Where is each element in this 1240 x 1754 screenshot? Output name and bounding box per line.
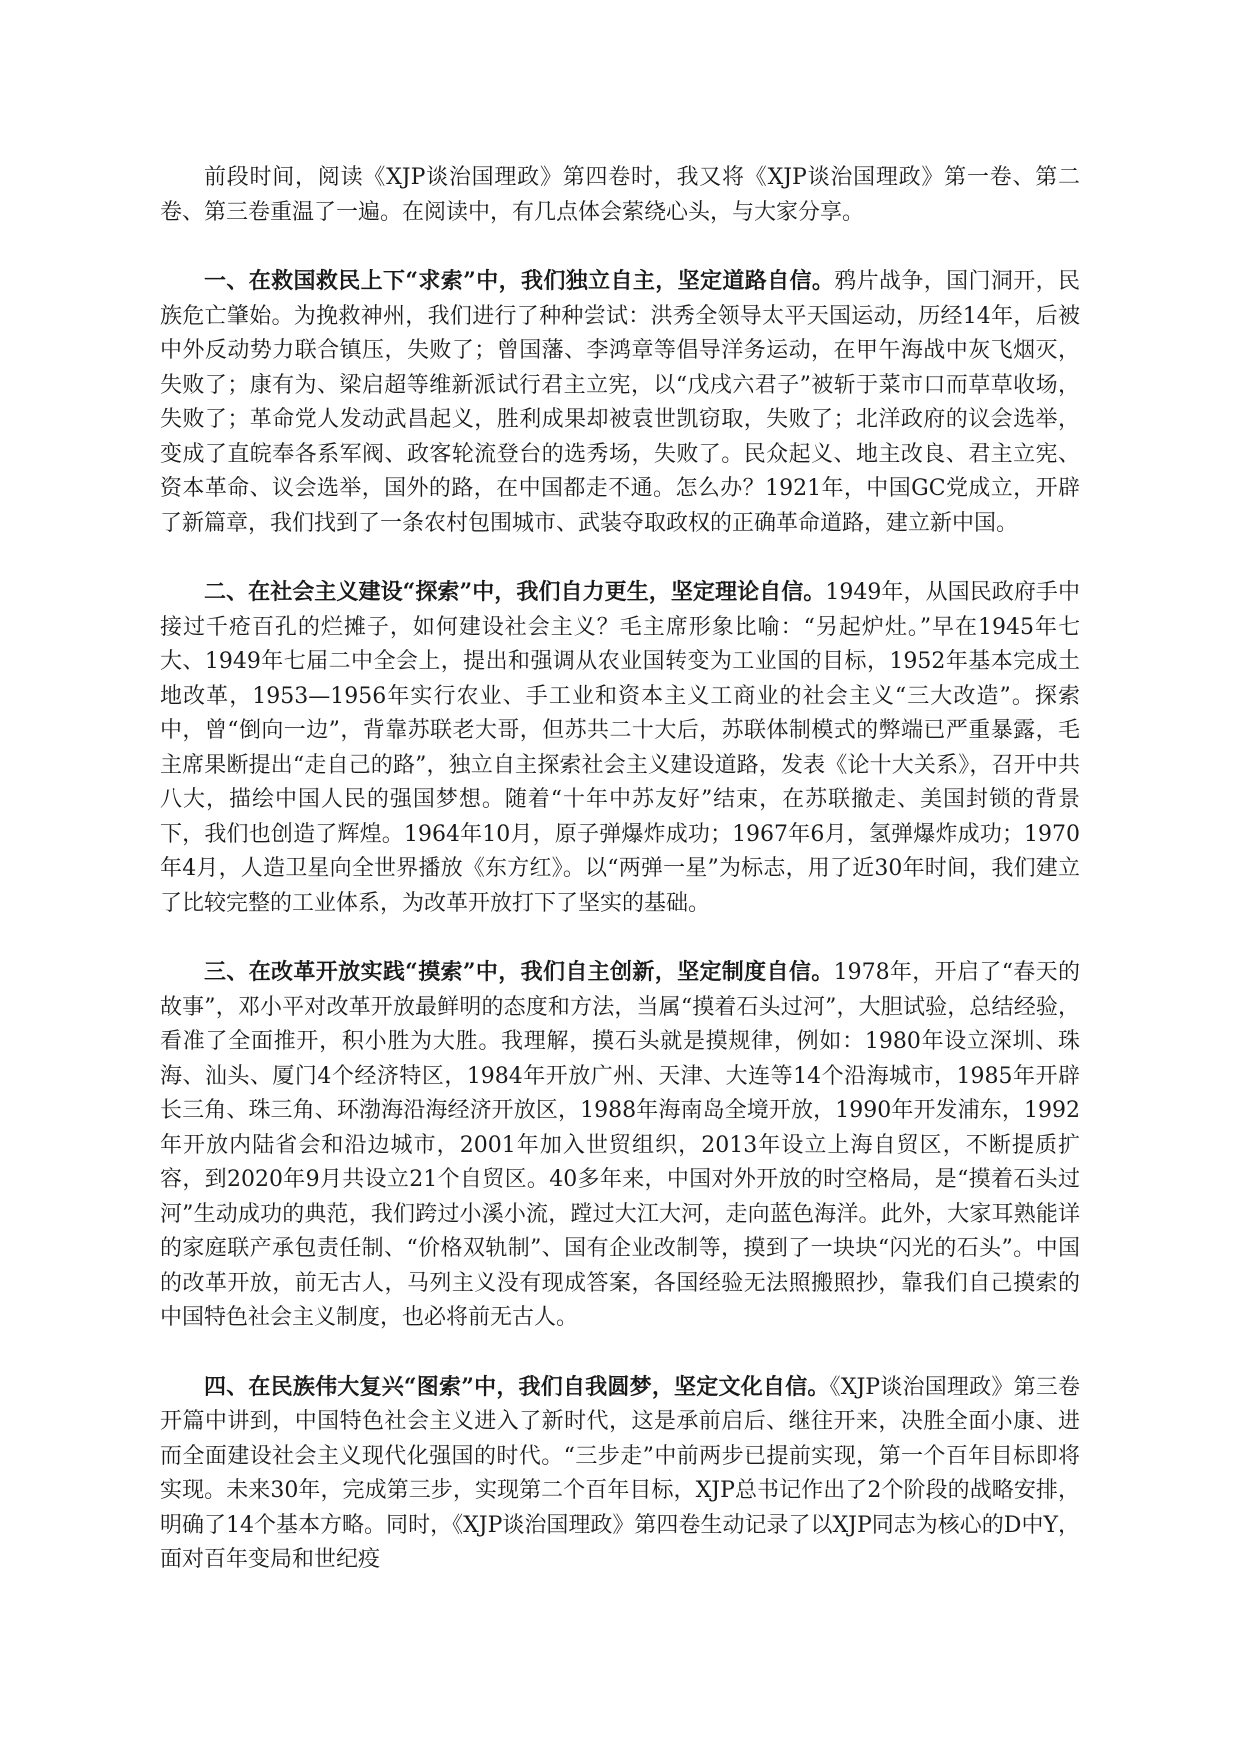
paragraph-body: 鸦片战争，国门洞开，民族危亡肇始。为挽救神州，我们进行了种种尝试：洪秀全领导太平天国运动，历经14年，后被中外反动势力联合镇压，失败了；曾国藩、李鸿章等倡导洋务运动，在甲午海战中灰飞烟灭，失败了；康有为、梁启超等维新派试行君主立宪，以“戊戌六君子”被斩于菜市口而草草收场，失败了；革命党人发动武昌起义，胜利成果却被袁世凯窃取，失败了；北洋政府的议会选举，变成了直皖奉各系军阀、政客轮流登台的选秀场，失败了。民众起义、地主改良、君主立宪、资本革命、议会选举，国外的路，在中国都走不通。怎么办？1921年，中国GC党成立，开辟了新篇章，我们找到了一条农村包围城市、武装夺取政权的正确革命道路，建立新中国。	[160, 269, 1080, 536]
paragraph-body: 1978年，开启了“春天的故事”，邓小平对改革开放最鲜明的态度和方法，当属“摸着石头过河”，大胆试验，总结经验，看准了全面推开，积小胜为大胜。我理解，摸石头就是摸规律，例如：1980年设立深圳、珠海、汕头、厦门4个经济特区，1984年开放广州、天津、大连等14个沿海城市，1985年开辟长三角、珠三角、环渤海沿海经济开放区，1988年海南岛全境开放，1990年开发浦东，1992年开放内陆省会和沿边城市，2001年加入世贸组织，2013年设立上海自贸区，不断提质扩容，到2020年9月共设立21个自贸区。40多年来，中国对外开放的时空格局，是“摸着石头过河”生动成功的典范，我们跨过小溪小流，蹚过大江大河，走向蓝色海洋。此外，大家耳熟能详的家庭联产承包责任制、“价格双轨制”、国有企业改制等，摸到了一块块“闪光的石头”。中国的改革开放，前无古人，马列主义没有现成答案，各国经验无法照搬照抄，靠我们自己摸索的中国特色社会主义制度，也必将前无古人。	[160, 960, 1080, 1330]
section-paragraph-1	[160, 264, 1080, 541]
paragraph-body: 前段时间，阅读《XJP谈治国理政》第四卷时，我又将《XJP谈治国理政》第一卷、第二卷、第三卷重温了一遍。在阅读中，有几点体会萦绕心头，与大家分享。	[160, 165, 1080, 225]
section-paragraph-3	[160, 955, 1080, 1336]
section-paragraph-2	[160, 575, 1080, 921]
paragraph-heading: 二、在社会主义建设“探索”中，我们自力更生，坚定理论自信。	[204, 579, 826, 605]
paragraph-heading: 一、在救国救民上下“求索”中，我们独立自主，坚定道路自信。	[204, 268, 835, 294]
document-page	[160, 160, 1080, 1612]
paragraph-body: 1949年，从国民政府手中接过千疮百孔的烂摊子，如何建设社会主义？毛主席形象比喻：“另起炉灶。”早在1945年七大、1949年七届二中全会上，提出和强调从农业国转变为工业国的目标，1952年基本完成土地改革，1953—1956年实行农业、手工业和资本主义工商业的社会主义“三大改造”。探索中，曾“倒向一边”，背靠苏联老大哥，但苏共二十大后，苏联体制模式的弊端已严重暴露，毛主席果断提出“走自己的路”，独立自主探索社会主义建设道路，发表《论十大关系》，召开中共八大，描绘中国人民的强国梦想。随着“十年中苏友好”结束，在苏联撤走、美国封锁的背景下，我们也创造了辉煌。1964年10月，原子弹爆炸成功；1967年6月，氢弹爆炸成功；1970年4月，人造卫星向全世界播放《东方红》。以“两弹一星”为标志，用了近30年时间，我们建立了比较完整的工业体系，为改革开放打下了坚实的基础。	[160, 580, 1081, 916]
paragraph-body: 《XJP谈治国理政》第三卷开篇中讲到，中国特色社会主义进入了新时代，这是承前启后、继往开来，决胜全面小康、进而全面建设社会主义现代化强国的时代。“三步走”中前两步已提前实现，第一个百年目标即将实现。未来30年，完成第三步，实现第二个百年目标，XJP总书记作出了2个阶段的战略安排，明确了14个基本方略。同时，《XJP谈治国理政》第四卷生动记录了以XJP同志为核心的D中Y，面对百年变局和世纪疫	[160, 1374, 1080, 1572]
intro-paragraph	[160, 160, 1080, 230]
paragraph-heading: 三、在改革开放实践“摸索”中，我们自主创新，坚定制度自信。	[204, 959, 834, 985]
section-paragraph-4	[160, 1370, 1080, 1578]
paragraph-heading: 四、在民族伟大复兴“图索”中，我们自我圆梦，坚定文化自信。	[204, 1373, 830, 1400]
